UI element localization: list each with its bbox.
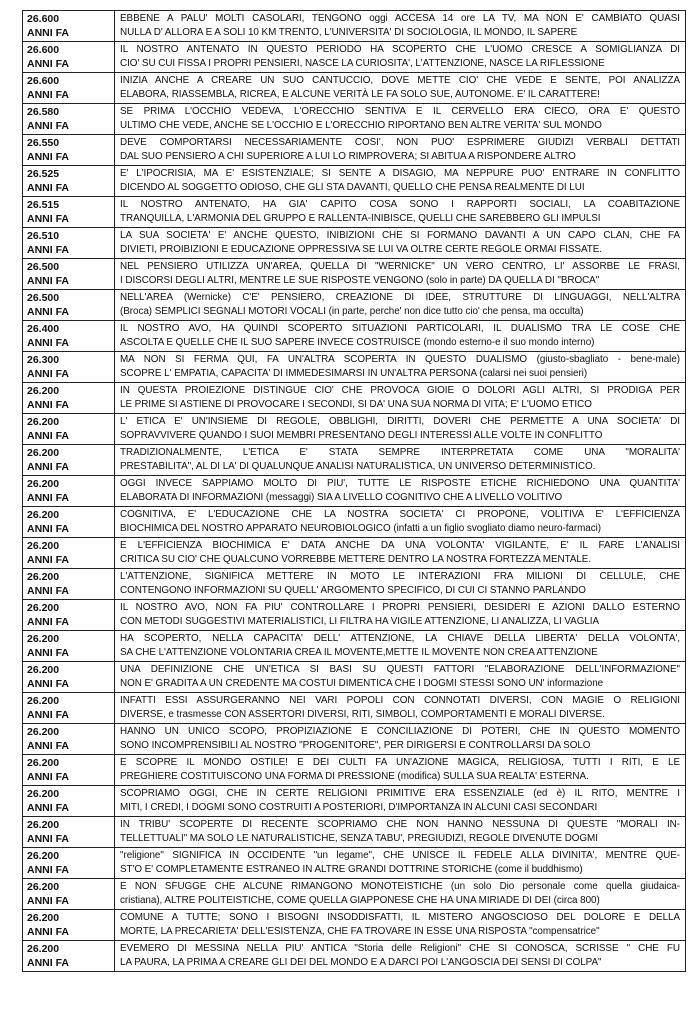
date-cell bbox=[23, 259, 115, 290]
text-line: IL NOSTRO AVO, HA QUINDI SCOPERTO SITUAZIONI PARTICOLARI, IL DUALISMO TRA LE COSE CHE bbox=[120, 323, 680, 334]
ago-label: ANNI FA bbox=[27, 58, 69, 70]
date-cell bbox=[23, 228, 115, 259]
year-label: 26.515 bbox=[27, 199, 60, 211]
text-cell bbox=[115, 11, 686, 42]
text-line: CRITICA SU CIO' CHE QUALCUNO VORREBBE METTERE DENTRO LA NOSTRA FORTEZZA MENTALE. bbox=[120, 553, 592, 565]
timeline-row bbox=[23, 42, 686, 73]
text-line: DIVIETI, PROIBIZIONI E EDUCAZIONE OPPRESSIVA SE LUI VA OLTRE CERTE REGOLE ORMAI FISSATE. bbox=[120, 243, 602, 255]
ago-label: ANNI FA bbox=[27, 864, 69, 876]
year-label: 26.200 bbox=[27, 540, 60, 552]
date-cell bbox=[23, 817, 115, 848]
text-line: BIOCHIMICA DEL NOSTRO APPARATO NEUROBIOLOGICO (infatti a un figlio svogliato diamo neuro-farmaci) bbox=[120, 522, 601, 534]
date-cell bbox=[23, 879, 115, 910]
text-cell bbox=[115, 135, 686, 166]
ago-label: ANNI FA bbox=[27, 895, 69, 907]
text-line: TRADIZIONALMENTE, L'ETICA E' STATA SEMPRE INTERPRETATA COME UNA "MORALITA' bbox=[120, 447, 680, 458]
date-cell bbox=[23, 290, 115, 321]
date-cell bbox=[23, 104, 115, 135]
text-line: COGNITIVA, E' L'EDUCAZIONE CHE LA NOSTRA SOCIETA' CI PROPONE, VOLITIVA E' L'EFFICIENZA bbox=[120, 509, 680, 520]
ago-label: ANNI FA bbox=[27, 771, 69, 783]
text-line: ELABORATA DI INFORMAZIONI (messaggi) SIA A LIVELLO COGNITIVO CHE A LIVELLO VOLITIVO bbox=[120, 491, 563, 503]
year-label: 26.500 bbox=[27, 292, 60, 304]
text-cell bbox=[115, 693, 686, 724]
text-line: HANNO UN UNICO SCOPO, PROPIZIAZIONE E CONCILIAZIONE DI POTERI, CHE IN QUESTO MOMENTO bbox=[120, 726, 680, 737]
timeline-row bbox=[23, 724, 686, 755]
date-cell bbox=[23, 848, 115, 879]
date-cell bbox=[23, 42, 115, 73]
text-line: DEVE COMPORTARSI NECESSARIAMENTE COSI', NON PUO' ESPRIMERE GIUDIZI VERBALI DETTATI bbox=[120, 137, 680, 148]
timeline-row bbox=[23, 755, 686, 786]
text-line: ELABORA, RIASSEMBLA, RICREA, E ALCUNE VERITÀ LE FA SOLO SUE, AUTONOME. E' IL CARATTERE! bbox=[120, 88, 600, 100]
year-label: 26.200 bbox=[27, 478, 60, 490]
text-cell bbox=[115, 755, 686, 786]
timeline-row bbox=[23, 817, 686, 848]
ago-label: ANNI FA bbox=[27, 678, 69, 690]
ago-label: ANNI FA bbox=[27, 244, 69, 256]
text-line: SCOPRE L' EMPATIA, CAPACITA' DI IMMEDESIMARSI IN UN'ALTRA PERSONA (calarsi nei suoi pensieri) bbox=[120, 367, 588, 379]
ago-label: ANNI FA bbox=[27, 926, 69, 938]
year-label: 26.510 bbox=[27, 230, 60, 242]
year-label: 26.200 bbox=[27, 788, 60, 800]
year-label: 26.200 bbox=[27, 447, 60, 459]
year-label: 26.200 bbox=[27, 664, 60, 676]
text-cell bbox=[115, 228, 686, 259]
text-line: LA PAURA, LA PRIMA A CREARE GLI DEI DEL MONDO E A DARCI POI L'ANGOSCIA DEI SENSI DI COLPA" bbox=[120, 956, 602, 968]
text-line: E SCOPRE IL MONDO OSTILE! E DEI CULTI FA UN'AZIONE MAGICA, RELIGIOSA, TUTTI I RITI, E LE bbox=[120, 757, 680, 768]
timeline-table bbox=[22, 10, 686, 972]
text-cell bbox=[115, 73, 686, 104]
ago-label: ANNI FA bbox=[27, 120, 69, 132]
date-cell bbox=[23, 352, 115, 383]
year-label: 26.200 bbox=[27, 385, 60, 397]
text-cell bbox=[115, 290, 686, 321]
text-line: (Broca) SEMPLICI SEGNALI MOTORI VOCALI (in parte, perche' non dice tutto cio' che pensa, ma occulta) bbox=[120, 305, 584, 317]
ago-label: ANNI FA bbox=[27, 709, 69, 721]
text-cell bbox=[115, 352, 686, 383]
timeline-row bbox=[23, 166, 686, 197]
timeline-row bbox=[23, 569, 686, 600]
text-cell bbox=[115, 104, 686, 135]
text-line: COMUNE A TUTTE; SONO I BISOGNI INSODDISFATTI, IL MISTERO ANGOSCIOSO DEL DOLORE E DELLA bbox=[120, 912, 680, 923]
date-cell bbox=[23, 321, 115, 352]
timeline-row bbox=[23, 445, 686, 476]
text-cell bbox=[115, 321, 686, 352]
text-cell bbox=[115, 383, 686, 414]
timeline-row bbox=[23, 693, 686, 724]
year-label: 26.600 bbox=[27, 75, 60, 87]
text-line: MORTE, LA PRECARIETA' DELL'ESISTENZA, CHE FA TROVARE IN ESSE UNA RISPOSTA "compensatrice" bbox=[120, 925, 600, 937]
ago-label: ANNI FA bbox=[27, 523, 69, 535]
text-line: INFATTI ESSI ASSURGERANNO NEI VARI POPOLI CON CONNOTATI DIVERSI, CON MAGIE O RELIGIONI bbox=[120, 695, 680, 706]
ago-label: ANNI FA bbox=[27, 151, 69, 163]
date-cell bbox=[23, 910, 115, 941]
text-cell bbox=[115, 786, 686, 817]
text-line: IL NOSTRO AVO, NON FA PIU' CONTROLLARE I PROPRI PENSIERI, DESIDERI E AZIONI DALLO ESTERNO bbox=[120, 602, 680, 613]
text-cell bbox=[115, 197, 686, 228]
text-line: IL NOSTRO ANTENATO, HA GIA' CAPITO COSA SONO I RAPPORTI SOCIALI, LA COABITAZIONE bbox=[120, 199, 680, 210]
year-label: 26.200 bbox=[27, 726, 60, 738]
year-label: 26.550 bbox=[27, 137, 60, 149]
text-line: SOPRAVVIVERE QUANDO I SUOI MEMBRI PRESENTANO DEGLI INTERESSI ALLE VOLTE IN CONFLITTO bbox=[120, 429, 603, 441]
ago-label: ANNI FA bbox=[27, 585, 69, 597]
text-line: NULLA D' ALLORA E A SOLI 10 KM TRENTO, L'UNIVERSITA' DI SOCIOLOGIA, IL MONDO, IL SAPERE bbox=[120, 26, 578, 38]
timeline-row bbox=[23, 507, 686, 538]
timeline-row bbox=[23, 104, 686, 135]
text-cell bbox=[115, 724, 686, 755]
timeline-row bbox=[23, 259, 686, 290]
ago-label: ANNI FA bbox=[27, 337, 69, 349]
year-label: 26.200 bbox=[27, 881, 60, 893]
text-line: E' L'IPOCRISIA, MA E' ESISTENZIALE; SI SENTE A DISAGIO, MA NEPPURE PUO' ENTRARE IN CONFLITTO bbox=[120, 168, 680, 179]
year-label: 26.200 bbox=[27, 819, 60, 831]
text-line: CON METODI SUGGESTIVI MATERIALISTICI, LI FILTRA HA VIGILE ATTENZIONE, LI ANALIZZA, LI VAGLIA bbox=[120, 615, 600, 627]
text-line: MA NON SI FERMA QUI, FA UN'ALTRA SCOPERTA IN QUESTO DUALISMO (giusto-sbagliato - bene-male) bbox=[120, 354, 680, 365]
year-label: 26.300 bbox=[27, 354, 60, 366]
timeline-row bbox=[23, 414, 686, 445]
timeline-row bbox=[23, 197, 686, 228]
year-label: 26.600 bbox=[27, 13, 60, 25]
text-line: INIZIA ANCHE A CREARE UN SUO CANTUCCIO, DOVE METTE CIO' CHE VEDE E SENTE, POI ANALIZZA bbox=[120, 75, 680, 86]
ago-label: ANNI FA bbox=[27, 27, 69, 39]
text-line: PREGHIERE COSTITUISCONO UNA FORMA DI PRESSIONE (modifica) SULLA SUA REALTA' ESTERNA. bbox=[120, 770, 589, 782]
year-label: 26.200 bbox=[27, 571, 60, 583]
text-line: E L'EFFICIENZA BIOCHIMICA E' DATA ANCHE DA UNA VOLONTA' VIGILANTE, E' IL FARE L'ANALISI bbox=[120, 540, 680, 551]
year-label: 26.200 bbox=[27, 850, 60, 862]
date-cell bbox=[23, 166, 115, 197]
text-line: NELL'AREA (Wernicke) C'E' PENSIERO, CREAZIONE DI IDEE, STRUTTURE DI LINGUAGGI, NELL'ALTRA bbox=[120, 292, 680, 303]
year-label: 26.200 bbox=[27, 943, 60, 955]
date-cell bbox=[23, 476, 115, 507]
year-label: 26.580 bbox=[27, 106, 60, 118]
timeline-row bbox=[23, 11, 686, 42]
text-line: DIVERSE, e trasmesse CON ASSERTORI DIVERSI, RITI, SIMBOLI, COMPORTAMENTI E MORALI DIVERSE. bbox=[120, 708, 605, 720]
year-label: 26.400 bbox=[27, 323, 60, 335]
ago-label: ANNI FA bbox=[27, 492, 69, 504]
text-cell bbox=[115, 879, 686, 910]
ago-label: ANNI FA bbox=[27, 740, 69, 752]
text-line: IL NOSTRO ANTENATO IN QUESTO PERIODO HA SCOPERTO CHE L'UOMO CRESCE A SOMIGLIANZA DI bbox=[120, 44, 680, 55]
text-cell bbox=[115, 848, 686, 879]
text-line: LA SUA SOCIETA' E' ANCHE QUESTO, INIBIZIONI CHE SI FORMANO DAVANTI A UN CAPO CLAN, CHE FA bbox=[120, 230, 680, 241]
timeline-row bbox=[23, 786, 686, 817]
timeline-row bbox=[23, 879, 686, 910]
date-cell bbox=[23, 135, 115, 166]
date-cell bbox=[23, 11, 115, 42]
timeline-row bbox=[23, 135, 686, 166]
date-cell bbox=[23, 569, 115, 600]
text-line: CONTENGONO INFORMAZIONI SU QUELL' ARGOMENTO SPECIFICO, DI CUI CI STANNO PARLANDO bbox=[120, 584, 586, 596]
text-line: DAL SUO PENSIERO A CHI SUPERIORE A LUI LO RIMPROVERA; SI ABITUA A RISPONDERE ALTRO bbox=[120, 150, 576, 162]
ago-label: ANNI FA bbox=[27, 616, 69, 628]
text-line: TRANQUILLA, L'ARMONIA DEL GRUPPO E RALLENTA-INIBISCE, QUELLI CHE SAREBBERO GLI IMPULSI bbox=[120, 212, 601, 224]
ago-label: ANNI FA bbox=[27, 833, 69, 845]
text-line: "religione" SIGNIFICA IN OCCIDENTE "un legame", CHE UNISCE IL FEDELE ALLA DIVINITA', MENTRE QUE- bbox=[120, 850, 680, 861]
date-cell bbox=[23, 538, 115, 569]
date-cell bbox=[23, 755, 115, 786]
text-line: E NON SFUGGE CHE ALCUNE RIMANGONO MONOTEISTICHE (un solo Dio personale come quella giudaica- bbox=[120, 881, 680, 892]
timeline-row bbox=[23, 228, 686, 259]
timeline-row bbox=[23, 941, 686, 972]
date-cell bbox=[23, 197, 115, 228]
year-label: 26.200 bbox=[27, 757, 60, 769]
text-cell bbox=[115, 569, 686, 600]
text-line: SA CHE L'ATTENZIONE VOLONTARIA CREA IL MOVENTE,METTE IL MOVENTE NON CREA ATTENZIONE bbox=[120, 646, 598, 658]
year-label: 26.200 bbox=[27, 912, 60, 924]
text-line: ULTIMO CHE VEDE, ANCHE SE L'OCCHIO E L'ORECCHIO RIPORTANO BEN ALTRE VERITA' SUL MONDO bbox=[120, 119, 602, 131]
year-label: 26.200 bbox=[27, 509, 60, 521]
year-label: 26.600 bbox=[27, 44, 60, 56]
text-cell bbox=[115, 42, 686, 73]
text-cell bbox=[115, 817, 686, 848]
text-cell bbox=[115, 414, 686, 445]
text-cell bbox=[115, 166, 686, 197]
timeline-row bbox=[23, 383, 686, 414]
year-label: 26.200 bbox=[27, 695, 60, 707]
ago-label: ANNI FA bbox=[27, 461, 69, 473]
text-cell bbox=[115, 662, 686, 693]
timeline-row bbox=[23, 538, 686, 569]
timeline-row bbox=[23, 631, 686, 662]
timeline-row bbox=[23, 73, 686, 104]
timeline-row bbox=[23, 476, 686, 507]
ago-label: ANNI FA bbox=[27, 554, 69, 566]
text-cell bbox=[115, 941, 686, 972]
text-line: SE PRIMA L'OCCHIO VEDEVA, L'ORECCHIO SENTIVA E IL CERVELLO ERA CIECO, ORA E' QUESTO bbox=[120, 106, 680, 117]
text-cell bbox=[115, 445, 686, 476]
text-line: SCOPRIAMO OGGI, CHE IN CERTE RELIGIONI PRIMITIVE ERA ESSENZIALE (ed è) IL RITO, MENTRE I bbox=[120, 788, 680, 799]
timeline-row bbox=[23, 662, 686, 693]
ago-label: ANNI FA bbox=[27, 399, 69, 411]
timeline-row bbox=[23, 848, 686, 879]
year-label: 26.200 bbox=[27, 416, 60, 428]
year-label: 26.200 bbox=[27, 602, 60, 614]
timeline-row bbox=[23, 352, 686, 383]
text-line: cristiana), ALTRE POLITEISTICHE, COME QUELLA GIAPPONESE CHE HA UNA MIRIADE DI DEI (circa 800) bbox=[120, 894, 600, 906]
text-line: L'ATTENZIONE, SIGNIFICA METTERE IN MOTO LE INTERAZIONI FRA MILIONI DI CELLULE, CHE bbox=[120, 571, 680, 582]
ago-label: ANNI FA bbox=[27, 182, 69, 194]
date-cell bbox=[23, 414, 115, 445]
ago-label: ANNI FA bbox=[27, 213, 69, 225]
text-line: L' ETICA E' UN'INSIEME DI REGOLE, OBBLIGHI, DIRITTI, DOVERI CHE PERMETTE A UNA SOCIETA' DI bbox=[120, 416, 680, 427]
text-cell bbox=[115, 631, 686, 662]
text-line: ASCOLTA E QUELLE CHE IL SUO SAPERE INVECE COSTRUISCE (mondo esterno-e il suo mondo interno) bbox=[120, 336, 595, 348]
year-label: 26.525 bbox=[27, 168, 60, 180]
ago-label: ANNI FA bbox=[27, 802, 69, 814]
date-cell bbox=[23, 445, 115, 476]
date-cell bbox=[23, 73, 115, 104]
text-cell bbox=[115, 538, 686, 569]
text-cell bbox=[115, 476, 686, 507]
ago-label: ANNI FA bbox=[27, 275, 69, 287]
year-label: 26.200 bbox=[27, 633, 60, 645]
date-cell bbox=[23, 631, 115, 662]
text-line: OGGI INVECE SAPPIAMO MOLTO DI PIU', TUTTE LE RISPOSTE ETICHE RICHIEDONO UNA QUANTITA' bbox=[120, 478, 680, 489]
ago-label: ANNI FA bbox=[27, 957, 69, 969]
text-line: EBBENE A PALU' MOLTI CASOLARI, TENGONO oggi ACCESA 14 ore LA TV, MA NON E' CAMBIATO QUASI bbox=[120, 13, 680, 24]
text-line: ST'O E' COMPLETAMENTE ESTRANEO IN ALTRE GRANDI DOTTRINE STORICHE (come il buddhismo) bbox=[120, 863, 583, 875]
year-label: 26.500 bbox=[27, 261, 60, 273]
timeline-row bbox=[23, 910, 686, 941]
text-line: PRESTABILITA", AL DI LA' DI QUALUNQUE ANALISI NATURALISTICA, UN UNIVERSO DETERMINISTICO. bbox=[120, 460, 596, 472]
ago-label: ANNI FA bbox=[27, 647, 69, 659]
ago-label: ANNI FA bbox=[27, 430, 69, 442]
text-line: IN QUESTA PROIEZIONE DISTINGUE CIO' CHE PROVOCA GIOIE O DOLORI AGLI ALTRI, SI PRODIGA PER bbox=[120, 385, 680, 396]
ago-label: ANNI FA bbox=[27, 368, 69, 380]
ago-label: ANNI FA bbox=[27, 89, 69, 101]
text-line: HA SCOPERTO, NELLA CAPACITA' DELL' ATTENZIONE, LA CHIAVE DELLA LIBERTA' DELLA VOLONTA', bbox=[120, 633, 680, 644]
text-line: LE PRIME SI ASTIENE DI PROVOCARE I SECONDI, SI DA' UNA SUA NORMA DI VITA; E' L'UOMO ETICO bbox=[120, 398, 592, 410]
text-cell bbox=[115, 507, 686, 538]
text-cell bbox=[115, 600, 686, 631]
text-line: IN TRIBU' SCOPERTE DI RECENTE SCOPRIAMO CHE NON HANNO NESSUNA DI QUESTE "MORALI IN- bbox=[120, 819, 680, 830]
text-line: UNA DEFINIZIONE CHE UN'ETICA SI BASI SU QUESTI FATTORI "ELABORAZIONE DELL'INFORMAZIONE" bbox=[120, 664, 680, 675]
date-cell bbox=[23, 383, 115, 414]
text-line: DICENDO AL SOGGETTO ODIOSO, CHE GLI STA DAVANTI, QUELLO CHE PENSA REALMENTE DI LUI bbox=[120, 181, 585, 193]
text-line: TELLETTUALI" MA SOLO LE NATURALISTICHE, SENZA TABU', PREGIUDIZI, REGOLE DIVENUTE DOGMI bbox=[120, 832, 598, 844]
text-cell bbox=[115, 910, 686, 941]
timeline-row bbox=[23, 290, 686, 321]
date-cell bbox=[23, 786, 115, 817]
text-line: MITI, I CREDI, I DOGMI SONO COSTRUITI A POSTERIORI, D'IMPORTANZA IN ALCUNI CASI SECONDARI bbox=[120, 801, 598, 813]
timeline-rows bbox=[23, 11, 686, 972]
text-line: EVEMERO DI MESSINA NELLA PIU' ANTICA "Storia delle Religioni" CHE SI CONOSCA, SCRISSE " CHE FU bbox=[120, 943, 680, 954]
text-line: NON E' GRADITA A UN CREDENTE MA COSTUI DIMENTICA CHE I DOGMI STESSI SONO UN' informazione bbox=[120, 677, 604, 689]
date-cell bbox=[23, 693, 115, 724]
date-cell bbox=[23, 600, 115, 631]
date-cell bbox=[23, 507, 115, 538]
timeline-row bbox=[23, 600, 686, 631]
date-cell bbox=[23, 941, 115, 972]
date-cell bbox=[23, 724, 115, 755]
ago-label: ANNI FA bbox=[27, 306, 69, 318]
timeline-row bbox=[23, 321, 686, 352]
date-cell bbox=[23, 662, 115, 693]
text-cell bbox=[115, 259, 686, 290]
text-line: CIO' SU CUI FISSA I PROPRI PENSIERI, NASCE LA CURIOSITA', L'ATTENZIONE, NASCE LA RIFLESSIONE bbox=[120, 57, 605, 69]
text-line: SONO INCOMPRENSIBILI AL NOSTRO "PROGENITORE", PER DIRIGERSI E CONTROLLARSI DA SOLO bbox=[120, 739, 591, 751]
text-line: NEL PENSIERO UTILIZZA UN'AREA, QUELLA DI "WERNICKE" UN VERO CENTRO, LI' ASSORBE LE FRASI, bbox=[120, 261, 680, 272]
text-line: I DISCORSI DEGLI ALTRI, MENTRE LE SUE RISPOSTE VENGONO (solo in parte) DA QUELLA DI "BROCA" bbox=[120, 274, 600, 286]
